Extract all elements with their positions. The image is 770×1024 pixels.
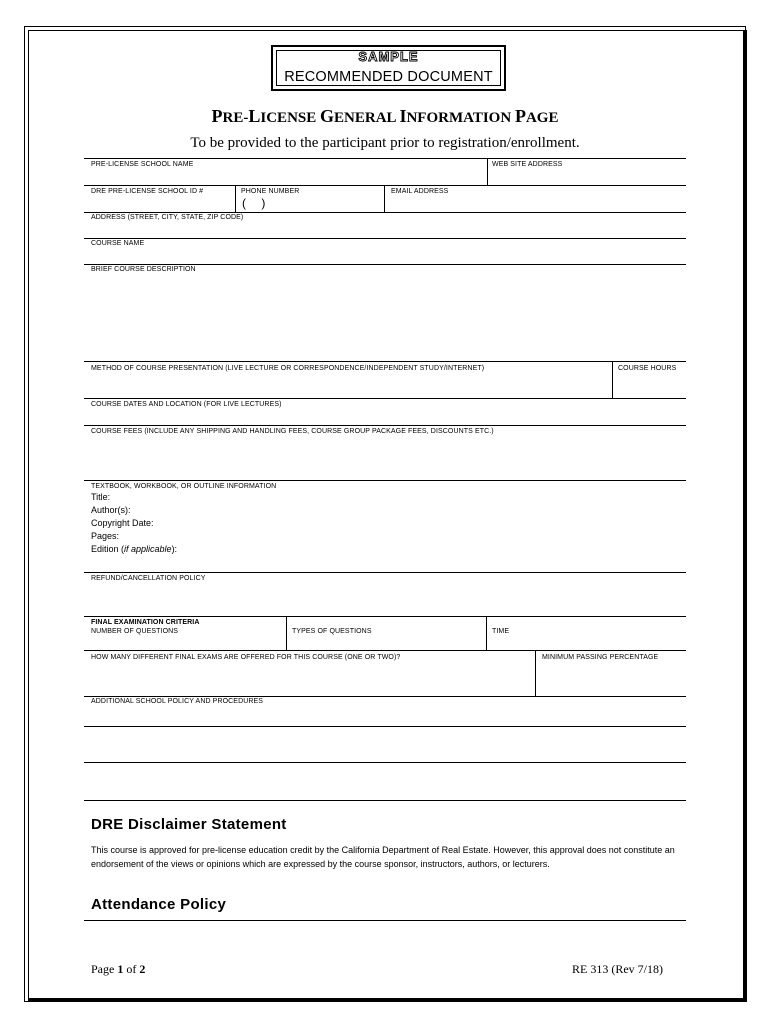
textbook-edition-label: Edition (if applicable): — [91, 544, 178, 554]
divider — [384, 185, 385, 212]
stamp-main-text: RECOMMENDED DOCUMENT — [284, 69, 493, 85]
min-passing-label: MINIMUM PASSING PERCENTAGE — [542, 654, 659, 661]
page-title: PRE-LICENSE GENERAL INFORMATION PAGE — [211, 106, 559, 126]
disclaimer-text: This course is approved for pre-license education credit by the California Department of Real Estate. However, this approval does not constitute an endorsement of the views or opinions which are expressed by the course sponsor, instructors, authors, or lecturers. — [91, 845, 675, 869]
textbook-title-label: Title: — [91, 492, 111, 502]
textbook-label: TEXTBOOK, WORKBOOK, OR OUTLINE INFORMATION — [91, 483, 277, 490]
hours-label: COURSE HOURS — [618, 365, 677, 372]
rule — [84, 480, 686, 481]
disclaimer-heading: DRE Disclaimer Statement — [91, 816, 287, 833]
rule — [84, 726, 686, 727]
divider — [486, 616, 487, 650]
attendance-heading: Attendance Policy — [91, 896, 227, 913]
divider — [535, 650, 536, 696]
rule — [84, 361, 686, 362]
divider — [286, 616, 287, 650]
rule — [84, 158, 686, 159]
divider — [235, 185, 236, 212]
refund-label: REFUND/CANCELLATION POLICY — [91, 575, 206, 582]
textbook-authors-label: Author(s): — [91, 505, 131, 515]
rule — [84, 425, 686, 426]
exam-criteria-label: FINAL EXAMINATION CRITERIA — [91, 619, 200, 626]
website-label: WEB SITE ADDRESS — [492, 161, 563, 168]
textbook-copyright-label: Copyright Date: — [91, 518, 154, 528]
page-number: Page 1 of 2 — [91, 962, 146, 976]
rule — [84, 800, 686, 801]
page-subtitle: To be provided to the participant prior to registration/enrollment. — [190, 135, 580, 151]
how-many-exams-label: HOW MANY DIFFERENT FINAL EXAMS ARE OFFERED FOR THIS COURSE (ONE OR TWO)? — [91, 654, 401, 661]
form-id: RE 313 (Rev 7/18) — [572, 962, 663, 976]
divider — [487, 158, 488, 185]
time-label: TIME — [492, 628, 510, 635]
method-label: METHOD OF COURSE PRESENTATION (LIVE LECTURE OR CORRESPONDENCE/INDEPENDENT STUDY/INTERNET) — [91, 365, 485, 372]
school-name-label: PRE-LICENSE SCHOOL NAME — [91, 161, 194, 168]
rule — [84, 238, 686, 239]
phone-label: PHONE NUMBER — [241, 188, 300, 195]
email-label: EMAIL ADDRESS — [391, 188, 449, 195]
types-questions-label: TYPES OF QUESTIONS — [292, 628, 372, 635]
address-label: ADDRESS (STREET, CITY, STATE, ZIP CODE) — [91, 214, 244, 221]
rule — [84, 650, 686, 651]
rule — [84, 572, 686, 573]
rule — [84, 398, 686, 399]
rule — [84, 920, 686, 921]
rule — [84, 185, 686, 186]
school-id-label: DRE PRE-LICENSE SCHOOL ID # — [91, 188, 204, 195]
page-border-shadow-bottom — [28, 998, 747, 1001]
stamp-sample-text: SAMPLE — [358, 49, 419, 64]
phone-mask: ( ) — [242, 196, 272, 210]
course-name-label: COURSE NAME — [91, 240, 145, 247]
textbook-pages-label: Pages: — [91, 531, 120, 541]
fees-label: COURSE FEES (INCLUDE ANY SHIPPING AND HANDLING FEES, COURSE GROUP PACKAGE FEES, DISCOUNTS ETC.) — [91, 428, 494, 435]
recommended-document-stamp — [271, 45, 506, 91]
num-questions-label: NUMBER OF QUESTIONS — [91, 628, 179, 635]
divider — [612, 361, 613, 398]
description-label: BRIEF COURSE DESCRIPTION — [91, 266, 196, 273]
rule — [84, 762, 686, 763]
additional-policy-label: ADDITIONAL SCHOOL POLICY AND PROCEDURES — [91, 698, 264, 705]
page-border-shadow-right — [744, 30, 747, 1002]
dates-label: COURSE DATES AND LOCATION (FOR LIVE LECTURES) — [91, 401, 282, 408]
rule — [84, 616, 686, 617]
